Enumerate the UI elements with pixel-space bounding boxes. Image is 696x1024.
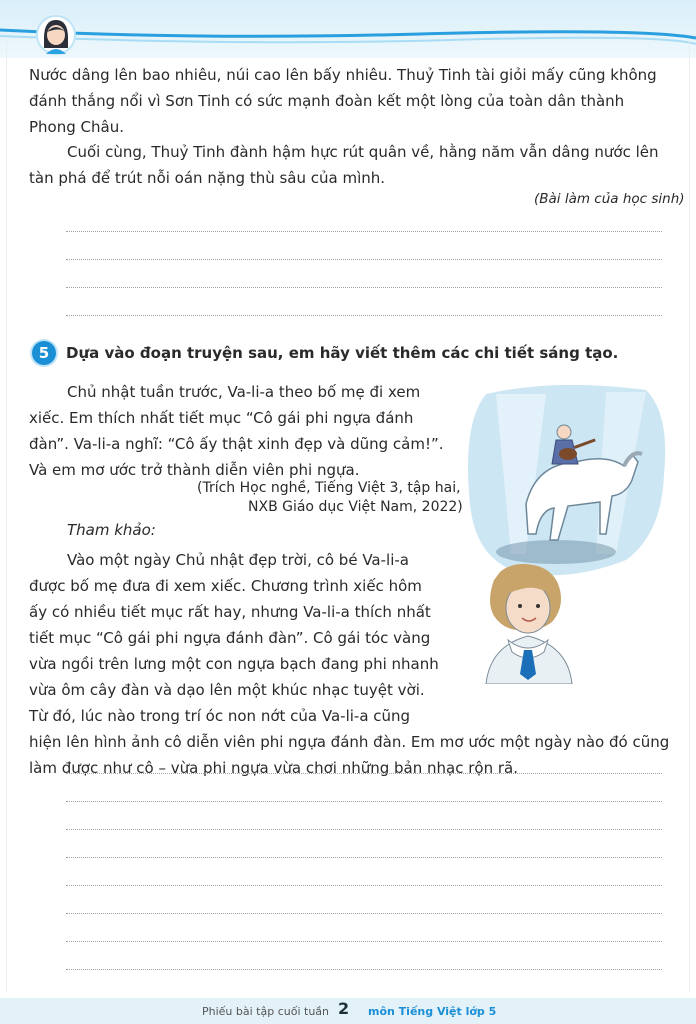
paragraph-line: tàn phá để trút nỗi oán nặng thù sâu của mình. [29,169,386,187]
circus-dream-illustration [456,384,668,684]
passage-line: Và em mơ ước trở thành diễn viên phi ngựa. [29,461,360,479]
paragraph-line: đánh thắng nổi vì Sơn Tinh có sức mạnh đoàn kết một lòng của toàn dân thành [29,92,625,110]
paragraph-line: Phong Châu. [29,118,124,136]
answer-line[interactable] [66,885,662,886]
passage-line: đàn”. Va-li-a nghĩ: “Cô ấy thật xinh đẹp và dũng cảm!”. [29,435,444,453]
task-title: Dựa vào đoạn truyện sau, em hãy viết thêm các chi tiết sáng tạo. [66,344,619,362]
answer-line[interactable] [66,829,662,830]
reference-line: Vào một ngày Chủ nhật đẹp trời, cô bé Va-li-a [67,551,409,569]
task-number-badge: 5 [32,341,56,365]
reference-line: ấy có nhiều tiết mục rất hay, nhưng Va-li-a thích nhất [29,603,431,621]
answer-line[interactable] [66,259,662,260]
answer-line[interactable] [66,287,662,288]
answer-line[interactable] [66,913,662,914]
header-band [0,0,696,58]
reference-line: làm được như cô – vừa phi ngựa vừa chơi những bản nhạc rộn rã. [29,759,518,777]
citation-line: (Trích Học nghề, Tiếng Việt 3, tập hai, [197,480,461,496]
answer-line[interactable] [66,801,662,802]
reference-line: hiện lên hình ảnh cô diễn viên phi ngựa đánh đàn. Em mơ ước một ngày nào đó cũng [29,733,670,751]
reference-line: được bố mẹ đưa đi xem xiếc. Chương trình xiếc hôm [29,577,422,595]
footer-workbook-label: Phiếu bài tập cuối tuần [202,1005,330,1018]
page-number: 2 [338,999,350,1018]
passage-line: xiếc. Em thích nhất tiết mục “Cô gái phi ngựa đánh [29,409,414,427]
answer-line[interactable] [66,941,662,942]
citation-line: NXB Giáo dục Việt Nam, 2022) [248,499,463,515]
paragraph-line: Cuối cùng, Thuỷ Tinh đành hậm hực rút quân về, hằng năm vẫn dâng nước lên [67,143,659,161]
reference-label: Tham khảo: [67,521,156,539]
answer-line[interactable] [66,773,662,774]
reference-line: vừa ngồi trên lưng một con ngựa bạch đang phi nhanh [29,655,439,673]
reference-line: vừa ôm cây đàn và dạo lên một khúc nhạc tuyệt vời. [29,681,425,699]
student-avatar-icon [36,14,76,56]
source-note: (Bài làm của học sinh) [534,191,685,207]
footer-subject-label: môn Tiếng Việt lớp 5 [368,1005,497,1018]
answer-line[interactable] [66,857,662,858]
reference-line: tiết mục “Cô gái phi ngựa đánh đàn”. Cô gái tóc vàng [29,629,431,647]
passage-line: Chủ nhật tuần trước, Va-li-a theo bố mẹ đi xem [67,383,421,401]
answer-line[interactable] [66,231,662,232]
paragraph-line: Nước dâng lên bao nhiêu, núi cao lên bấy nhiêu. Thuỷ Tinh tài giỏi mấy cũng không [29,66,657,84]
reference-line: Từ đó, lúc nào trong trí óc non nớt của Va-li-a cũng [29,707,411,725]
answer-line[interactable] [66,315,662,316]
answer-line[interactable] [66,969,662,970]
